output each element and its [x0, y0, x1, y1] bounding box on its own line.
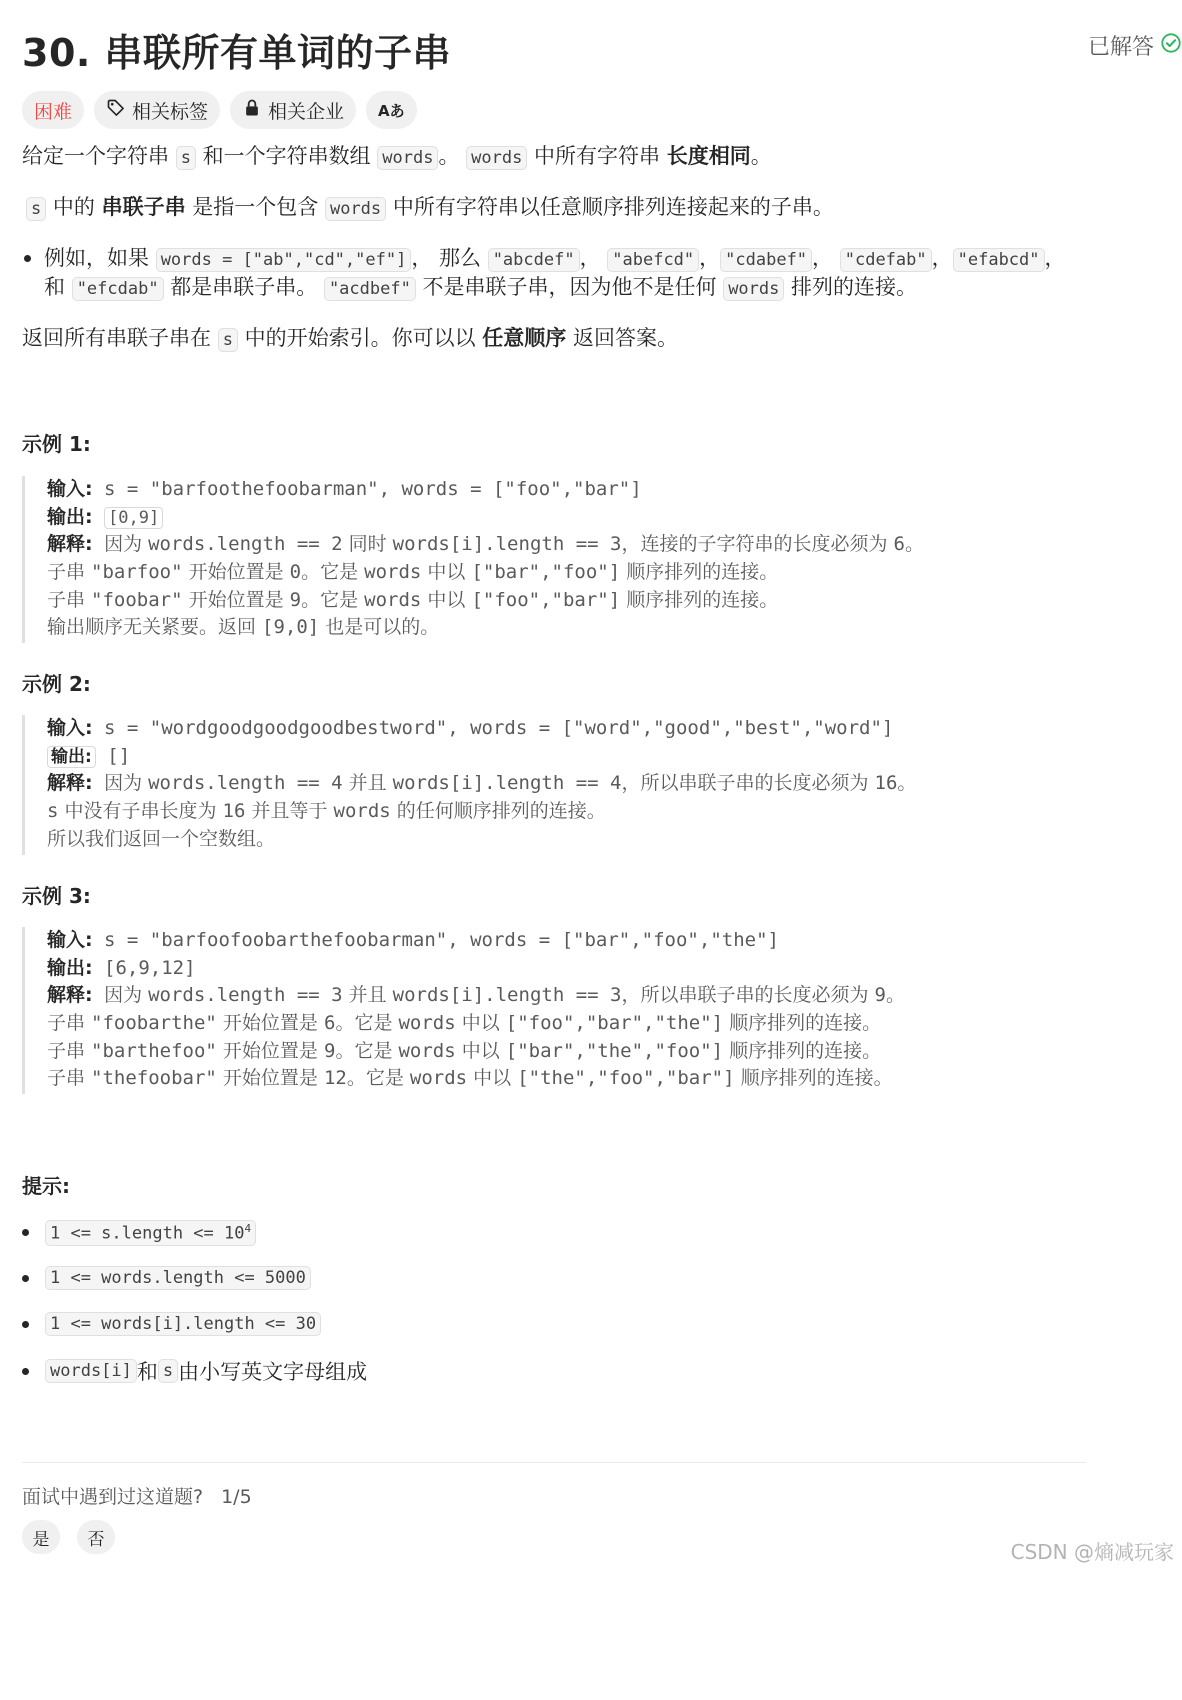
text-span: 给定一个字符串 [22, 144, 176, 168]
text-span: 12 [323, 1067, 347, 1090]
text-span: ，所以串联子串的长度必须为 [621, 984, 875, 1007]
check-circle-icon [1160, 32, 1182, 60]
text-span: 中以 [421, 561, 472, 584]
text-span: 1 <= words[i].length <= 30 [45, 1312, 321, 1336]
text-span: ，连接的子字符串的长度必须为 [621, 533, 894, 556]
text-span: 长度相同 [666, 144, 751, 168]
text-span: 的任何顺序排列的连接。 [390, 800, 606, 823]
text-span: 所以我们返回一个空数组。 [47, 827, 276, 850]
text-span: 开始位置是 [216, 1067, 324, 1090]
bullet-dot [22, 1368, 29, 1375]
text-span: 。它是 [301, 561, 365, 584]
text-span: ， 那么 [411, 246, 488, 270]
text-span: 返回答案。 [566, 326, 678, 350]
text-span: 。 [750, 144, 772, 168]
description-paragraph-2 [26, 191, 834, 225]
text-span: 。它是 [346, 1067, 410, 1090]
text-span: 输出: [47, 956, 93, 979]
text-span: 由小写英文字母组成 [178, 1360, 368, 1384]
constraints-heading: 提示: [22, 1174, 70, 1198]
text-span: 中以 [467, 1067, 518, 1090]
watermark: CSDN @熵减玩家 [1010, 1540, 1174, 1564]
text-span: s [158, 1359, 178, 1383]
text-span: "acdbef" [324, 277, 416, 301]
bullet-dot [22, 1229, 29, 1236]
tag-bar [22, 91, 417, 129]
text-span: words[i].length == 3 [392, 984, 622, 1007]
description-bullet-line-2 [44, 271, 917, 305]
example-1-heading: 示例 1: [22, 432, 91, 456]
text-span: 顺序排列的连接。 [620, 588, 779, 611]
inline-code: words [466, 146, 527, 170]
interview-question-label: 面试中遇到过这道题? [22, 1486, 204, 1508]
text-span: 中以 [455, 1012, 506, 1035]
text-span: 同时 [342, 533, 393, 556]
text-span: 开始位置是 [182, 588, 290, 611]
text-span: 解释: [47, 533, 93, 556]
text-span: 。它是 [301, 588, 365, 611]
text-span: "thefoobar" [91, 1067, 217, 1090]
text-span: 任意顺序 [482, 326, 567, 350]
text-span: ， [699, 246, 721, 270]
text-span: words.length == 4 [148, 772, 343, 795]
text-span: 6 [893, 533, 905, 556]
text-span: 子串 [47, 588, 92, 611]
text-span: 中以 [421, 588, 472, 611]
text-span: ["bar","foo"] [471, 561, 621, 584]
example-2-heading: 示例 2: [22, 672, 91, 696]
text-span: words[i].length == 3 [392, 533, 622, 556]
inline-code: s [176, 146, 196, 170]
text-span: "cdabef" [720, 248, 812, 272]
text-span: 9 [874, 984, 886, 1007]
difficulty-badge[interactable]: 困难 [22, 91, 84, 129]
text-span: 子串 [47, 1067, 92, 1090]
text-span: 因为 [104, 984, 149, 1007]
interview-question [22, 1482, 252, 1509]
text-span: ，所以串联子串的长度必须为 [621, 772, 875, 795]
text-span: s [47, 800, 59, 823]
text-span: ["foo","bar","the"] [505, 1012, 724, 1035]
text-span: words [409, 1067, 468, 1090]
problem-title: 30. 串联所有单词的子串 [22, 31, 452, 75]
example-3-block [22, 927, 905, 1094]
bullet-dot [22, 1275, 29, 1282]
text-span: ， [579, 246, 608, 270]
text-span: 例如，如果 [44, 246, 156, 270]
text-span: 是指一个包含 [185, 195, 325, 219]
text-span: 。它是 [335, 1039, 399, 1062]
text-span: 顺序排列的连接。 [734, 1067, 893, 1090]
text-span: words [398, 1039, 456, 1062]
text-span: 并且等于 [245, 800, 334, 823]
text-span: 并且 [342, 984, 393, 1007]
text-span: 顺序排列的连接。 [620, 561, 779, 584]
text-span: 1 <= s.length <= 10 [50, 1223, 245, 1244]
text-span: 输出: [47, 746, 96, 768]
text-span: "abefcd" [607, 248, 699, 272]
text-span: words[i] [45, 1359, 137, 1383]
text-span: 顺序排列的连接。 [723, 1012, 882, 1035]
text-span: words [364, 588, 422, 611]
constraint-item [22, 1312, 321, 1336]
text-span: "abcdef" [488, 248, 580, 272]
text-span: ， [1044, 246, 1066, 270]
text-span: 开始位置是 [216, 1012, 324, 1035]
text-span: words.length == 3 [148, 984, 343, 1007]
example-1-block [22, 476, 924, 643]
text-span: 和 [136, 1360, 158, 1384]
example-3-heading: 示例 3: [22, 884, 91, 908]
text-span: 不是串联子串，因为他不是任何 [415, 275, 724, 299]
text-span: "barthefoo" [91, 1039, 217, 1062]
constraint-item [22, 1220, 256, 1246]
no-button[interactable]: 否 [77, 1520, 115, 1554]
text-span: 开始位置是 [216, 1039, 324, 1062]
related-tags-label: 相关标签 [132, 100, 209, 123]
tag-icon [106, 98, 126, 123]
text-span: s = "barfoothefoobarman", words = ["foo","bar"] [92, 478, 642, 500]
text-span: 。 [438, 144, 467, 168]
solved-label: 已解答 [1087, 35, 1154, 60]
text-span: 和 [44, 275, 72, 299]
text-span: 解释: [47, 984, 93, 1007]
text-span: 子串 [47, 561, 92, 584]
text-span: 因为 [104, 533, 149, 556]
text-span: ["bar","the","foo"] [505, 1039, 724, 1062]
text-span: 顺序排列的连接。 [723, 1039, 882, 1062]
text-span: 。 [904, 533, 924, 556]
text-span: words.length == 2 [148, 533, 343, 556]
related-companies-button[interactable] [230, 91, 356, 129]
related-tags-button[interactable] [94, 91, 220, 129]
text-span: 1 <= words.length <= 5000 [45, 1266, 311, 1290]
text-span: 输入: [47, 929, 93, 951]
example-2-block [22, 715, 916, 855]
text-span: 中以 [455, 1039, 506, 1062]
text-span: 中所有字符串以任意顺序排列连接起来的子串。 [386, 195, 834, 219]
text-span: 16 [874, 772, 898, 795]
text-span: [] [107, 744, 131, 767]
text-span: 排列的连接。 [784, 275, 918, 299]
text-span: "efabcd" [953, 248, 1045, 272]
text-span: words [723, 277, 784, 301]
text-span: 也是可以的。 [319, 616, 440, 639]
text-span: ["the","foo","bar"] [517, 1067, 735, 1090]
constraint-item [22, 1266, 311, 1290]
divider [22, 1462, 1086, 1463]
text-span: 9 [323, 1039, 336, 1062]
interview-fraction: 1/5 [221, 1486, 252, 1508]
text-span: 中的 [46, 195, 102, 219]
text-span: "cdefab" [840, 248, 932, 272]
text-span: ["foo","bar"] [471, 588, 621, 611]
text-span: 4 [244, 1222, 252, 1235]
yes-button[interactable]: 是 [22, 1520, 60, 1554]
text-span: 9 [289, 588, 302, 611]
inline-code: words [325, 197, 386, 221]
text-span: "foobar" [91, 588, 183, 611]
text-span: 0 [289, 561, 302, 584]
text-span: words = ["ab","cd","ef"] [156, 248, 412, 272]
text-span: 。它是 [335, 1012, 399, 1035]
description-paragraph-3 [22, 322, 678, 356]
text-span: s = "wordgoodgoodgoodbestword", words = ["word","good","best","word"] [92, 717, 894, 739]
text-span: "barfoo" [91, 561, 183, 584]
text-span: 中没有子串长度为 [58, 800, 223, 823]
text-span: "efcdab" [72, 277, 164, 301]
text-span: ， [931, 246, 953, 270]
text-span: 开始位置是 [182, 561, 290, 584]
bullet-dot [22, 1321, 29, 1328]
text-span: 输出顺序无关紧要。返回 [47, 616, 263, 639]
text-span: 都是串联子串。 [163, 275, 324, 299]
text-span: words [398, 1012, 456, 1035]
text-span: 输入: [47, 717, 93, 739]
text-span: s = "barfoofoobarthefoobarman", words = ["bar","foo","the"] [92, 929, 779, 951]
text-span: words [364, 561, 422, 584]
inline-code: s [218, 328, 238, 352]
text-span: 因为 [104, 772, 149, 795]
text-span: 。 [885, 984, 905, 1007]
constraint-item [22, 1356, 367, 1386]
description-paragraph-1 [22, 140, 772, 174]
text-span: 。 [897, 772, 917, 795]
text-span: 中的开始索引。你可以以 [237, 326, 483, 350]
text-span: 返回所有串联子串在 [22, 326, 218, 350]
text-span: 并且 [342, 772, 393, 795]
translate-icon: Aあ [378, 101, 405, 120]
text-span: 串联子串 [101, 195, 186, 219]
text-span: [9,0] [262, 616, 320, 639]
text-span: 输出: [47, 505, 93, 528]
text-span: 中所有字符串 [527, 144, 667, 168]
inline-code: words [377, 146, 438, 170]
text-span: words[i].length == 4 [392, 772, 622, 795]
lock-icon [242, 98, 262, 123]
text-span: 子串 [47, 1039, 92, 1062]
solved-status [1088, 30, 1182, 61]
text-span: words [333, 800, 391, 823]
text-span: 解释: [47, 772, 93, 795]
translate-button[interactable] [366, 91, 417, 129]
related-companies-label: 相关企业 [268, 100, 345, 123]
bullet-dot [24, 255, 31, 262]
text-span: ， [812, 246, 840, 270]
text-span: 输入: [47, 478, 93, 500]
text-span: [6,9,12] [92, 956, 196, 979]
text-span: 6 [323, 1012, 336, 1035]
inline-code: s [26, 197, 46, 221]
text-span: 子串 [47, 1012, 92, 1035]
text-span: 16 [222, 800, 246, 823]
text-span: 和一个字符串数组 [195, 144, 378, 168]
text-span: [0,9] [104, 507, 163, 529]
text-span: "foobarthe" [91, 1012, 217, 1035]
